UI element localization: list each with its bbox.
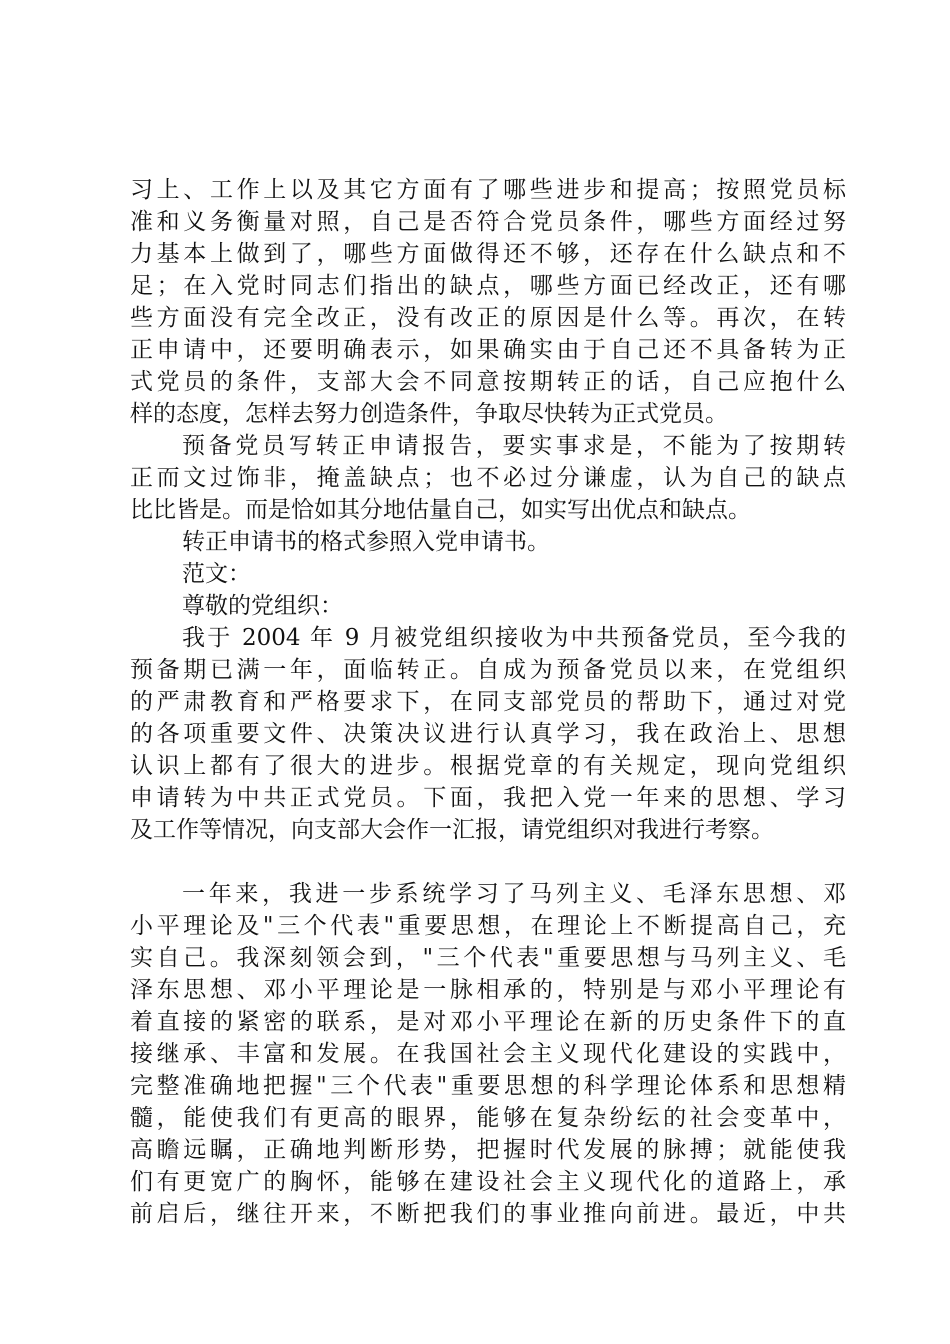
- text-line: 完整准确地把握"三个代表"重要思想的科学理论体系和思想精: [130, 1073, 846, 1099]
- text-line: 范文：: [182, 561, 251, 587]
- paragraph: [130, 622, 846, 846]
- paragraph: [130, 558, 846, 590]
- text-line: 及工作等情况，向支部大会作一汇报，请党组织对我进行考察。: [130, 817, 774, 843]
- paragraph: [130, 430, 846, 526]
- text-line: 正申请中，还要明确表示，如果确实由于自己还不具备转为正: [130, 337, 846, 363]
- text-line: 接继承、丰富和发展。在我国社会主义现代化建设的实践中，: [130, 1041, 846, 1067]
- paragraph: [130, 878, 846, 1230]
- text-line: 认识上都有了很大的进步。根据党章的有关规定，现向党组织: [130, 753, 846, 779]
- text-line: 些方面没有完全改正，没有改正的原因是什么等。再次，在转: [130, 305, 846, 331]
- text-line: 比比皆是。而是恰如其分地估量自己，如实写出优点和缺点。: [130, 497, 751, 523]
- text-line: 的各项重要文件、决策决议进行认真学习，我在政治上、思想: [130, 721, 846, 747]
- paragraph-spacer: [130, 846, 846, 878]
- text-line: 力基本上做到了，哪些方面做得还不够，还存在什么缺点和不: [130, 241, 846, 267]
- text-line: 申请转为中共正式党员。下面，我把入党一年来的思想、学习: [130, 785, 846, 811]
- text-line: 前启后，继往开来，不断把我们的事业推向前进。最近，中共: [130, 1201, 846, 1227]
- text-line: 实自己。我深刻领会到，"三个代表"重要思想与马列主义、毛: [130, 945, 846, 971]
- text-line: 足；在入党时同志们指出的缺点，哪些方面已经改正，还有哪: [130, 273, 846, 299]
- text-line: 们有更宽广的胸怀，能够在建设社会主义现代化的道路上，承: [130, 1169, 846, 1195]
- paragraph: [130, 526, 846, 558]
- text-line: 样的态度，怎样去努力创造条件，争取尽快转为正式党员。: [130, 401, 728, 427]
- text-line: 着直接的紧密的联系，是对邓小平理论在新的历史条件下的直: [130, 1009, 846, 1035]
- salutation: [130, 590, 846, 622]
- text-line: 的严肃教育和严格要求下，在同支部党员的帮助下，通过对党: [130, 689, 846, 715]
- text-line: 我于 2004 年 9 月被党组织接收为中共预备党员，至今我的: [182, 625, 846, 651]
- text-line: 泽东思想、邓小平理论是一脉相承的，特别是与邓小平理论有: [130, 977, 846, 1003]
- text-line: 习上、工作上以及其它方面有了哪些进步和提高；按照党员标: [130, 177, 846, 203]
- text-line: 小平理论及"三个代表"重要思想，在理论上不断提高自己，充: [130, 913, 846, 939]
- paragraph: [130, 174, 846, 430]
- text-line: 预备党员写转正申请报告，要实事求是，不能为了按期转: [182, 433, 846, 459]
- text-line: 高瞻远瞩，正确地判断形势，把握时代发展的脉搏；就能使我: [130, 1137, 846, 1163]
- text-line: 正而文过饰非，掩盖缺点；也不必过分谦虚，认为自己的缺点: [130, 465, 846, 491]
- text-line: 预备期已满一年，面临转正。自成为预备党员以来，在党组织: [130, 657, 846, 683]
- text-line: 式党员的条件，支部大会不同意按期转正的话，自己应抱什么: [130, 369, 846, 395]
- text-line: 髓，能使我们有更高的眼界，能够在复杂纷纭的社会变革中，: [130, 1105, 846, 1131]
- text-line: 尊敬的党组织：: [182, 593, 343, 619]
- text-line: 转正申请书的格式参照入党申请书。: [182, 529, 550, 555]
- text-line: 准和义务衡量对照，自己是否符合党员条件，哪些方面经过努: [130, 209, 846, 235]
- text-line: 一年来，我进一步系统学习了马列主义、毛泽东思想、邓: [182, 881, 846, 907]
- document-body: [130, 174, 846, 1230]
